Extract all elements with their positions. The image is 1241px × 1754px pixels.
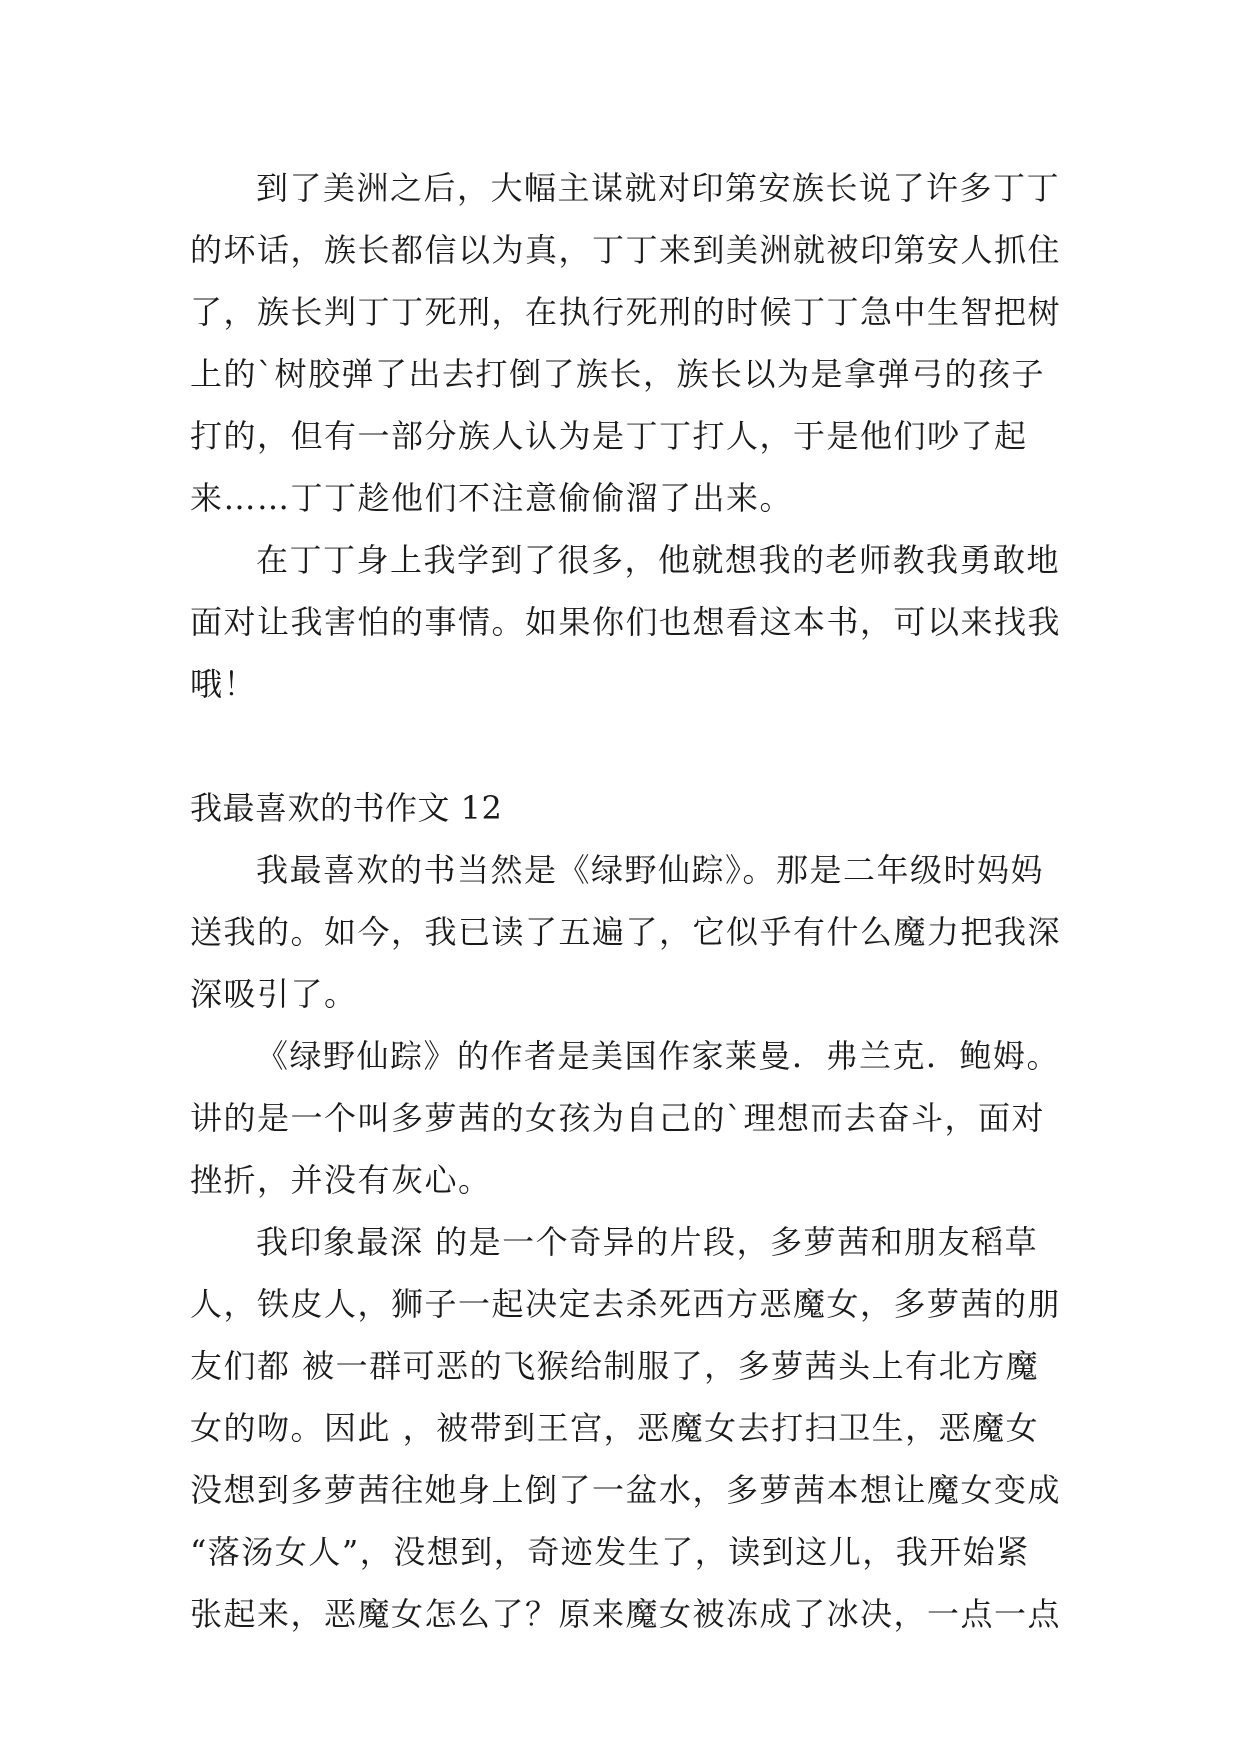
paragraph-line: 女的吻。因此 ，被带到王宫，恶魔女去打扫卫生，恶魔女 <box>190 1409 1040 1447</box>
paragraph-line: 友们都 被一群可恶的飞猴给制服了，多萝茜头上有北方魔 <box>190 1347 1040 1385</box>
paragraph-line: 面对让我害怕的事情。如果你们也想看这本书，可以来找我 <box>190 603 1062 641</box>
paragraph-line: 在丁丁身上我学到了很多，他就想我的老师教我勇敢地 <box>256 541 1061 579</box>
paragraph-line: 讲的是一个叫多萝茜的女孩为自己的`理想而去奋斗，面对 <box>190 1099 1046 1137</box>
paragraph-line: 送我的。如今，我已读了五遍了，它似乎有什么魔力把我深 <box>190 913 1062 951</box>
paragraph-line: 了，族长判丁丁死刑，在执行死刑的时候丁丁急中生智把树 <box>190 293 1062 331</box>
paragraph-line: 上的`树胶弹了出去打倒了族长，族长以为是拿弹弓的孩子 <box>190 355 1046 393</box>
paragraph-line: 挫折，并没有灰心。 <box>190 1161 492 1199</box>
paragraph-line: 深吸引了。 <box>190 975 358 1013</box>
paragraph-line: 哦！ <box>190 665 258 703</box>
paragraph-line: 到了美洲之后，大幅主谋就对印第安族长说了许多丁丁 <box>256 169 1061 207</box>
paragraph-line: 张起来，恶魔女怎么了？原来魔女被冻成了冰决，一点一点 <box>190 1595 1062 1633</box>
paragraph-line: 的坏话，族长都信以为真，丁丁来到美洲就被印第安人抓住 <box>190 231 1062 269</box>
paragraph-line: 我印象最深 的是一个奇异的片段，多萝茜和朋友稻草 <box>256 1223 1039 1261</box>
paragraph-line: 没想到多萝茜往她身上倒了一盆水，多萝茜本想让魔女变成 <box>190 1471 1062 1509</box>
paragraph-line: “落汤女人”，没想到，奇迹发生了，读到这儿，我开始紧 <box>190 1533 1030 1571</box>
paragraph-line: 《绿野仙踪》的作者是美国作家莱曼．弗兰克．鲍姆。 <box>256 1037 1061 1075</box>
paragraph-line: 打的，但有一部分族人认为是丁丁打人，于是他们吵了起 <box>190 417 1028 455</box>
paragraph-line: 人，铁皮人，狮子一起决定去杀死西方恶魔女，多萝茜的朋 <box>190 1285 1062 1323</box>
paragraph-line: 来……丁丁趁他们不注意偷偷溜了出来。 <box>190 479 794 517</box>
section-heading: 我最喜欢的书作文 12 <box>190 789 503 827</box>
paragraph-line: 我最喜欢的书当然是《绿野仙踪》。那是二年级时妈妈 <box>256 851 1045 889</box>
